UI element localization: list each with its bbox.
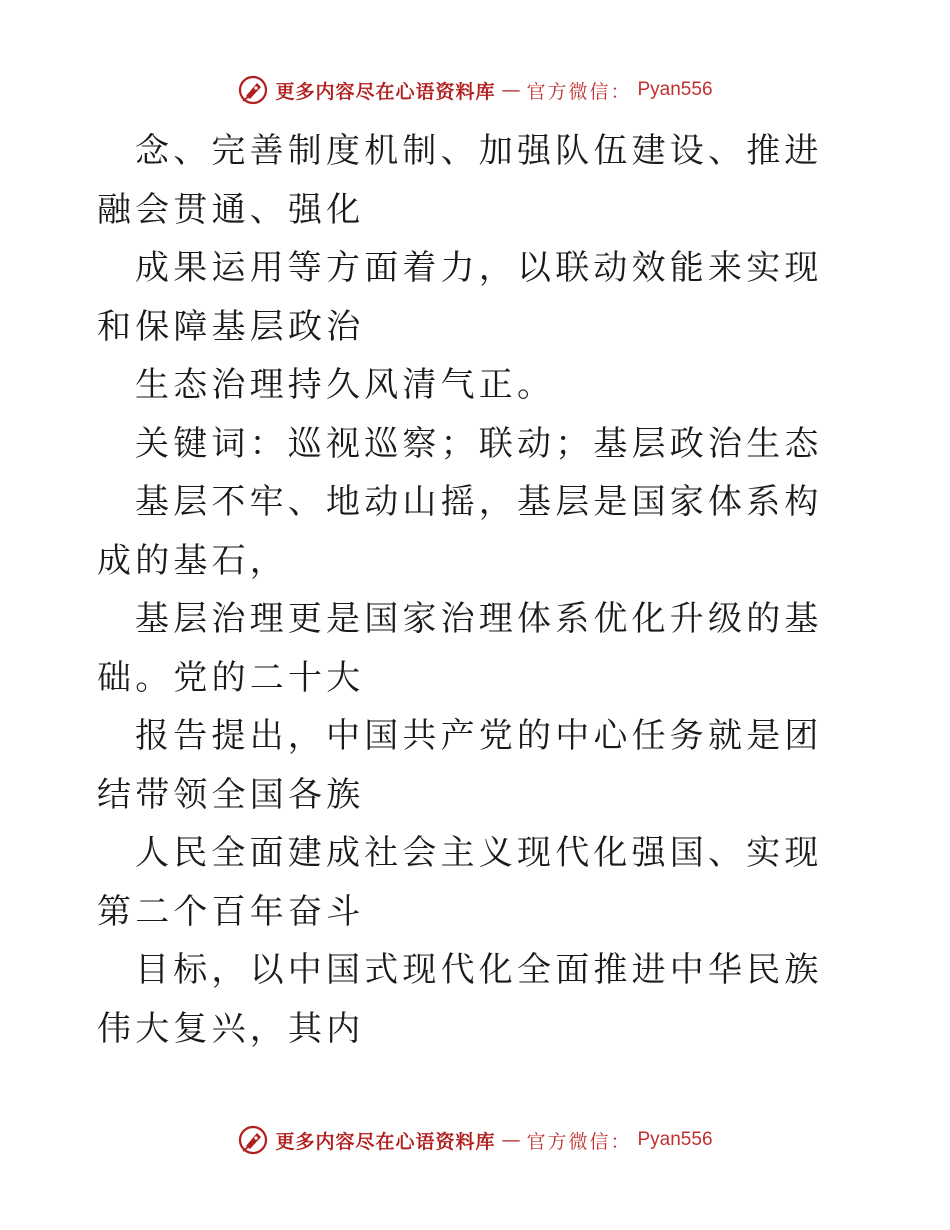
document-body [97,122,857,1058]
paragraph: 念、完善制度机制、加强队伍建设、推进融会贯通、强化 [97,131,823,230]
paragraph: 基层治理更是国家治理体系优化升级的基础。党的二十大 [97,599,823,698]
paragraph: 基层不牢、地动山摇，基层是国家体系构成的基石， [97,482,823,581]
paragraph: 生态治理持久风清气正。 [135,365,556,405]
paragraph: 目标，以中国式现代化全面推进中华民族伟大复兴，其内 [97,950,823,1049]
watermark-text: 更多内容尽在心语资料库 [275,80,496,103]
keywords-line: 关键词：巡视巡察；联动；基层政治生态 [135,423,823,464]
watermark-wechat-label: 官方微信： [526,80,632,103]
pen-nib-logo-icon [237,74,269,106]
watermark-separator: — [501,79,521,101]
watermark-header [0,70,950,110]
pen-nib-logo-icon [237,1124,269,1156]
watermark-separator: — [501,1129,521,1151]
watermark-wechat-id: Pyan556 [637,79,713,100]
paragraph: 报告提出，中国共产党的中心任务就是团结带领全国各族 [97,716,823,815]
paragraph: 成果运用等方面着力，以联动效能来实现和保障基层政治 [97,248,823,347]
watermark-wechat-id: Pyan556 [637,1129,713,1150]
watermark-text: 更多内容尽在心语资料库 [275,1130,496,1153]
paragraph: 人民全面建成社会主义现代化强国、实现第二个百年奋斗 [97,833,823,932]
watermark-footer [0,1120,950,1160]
watermark-wechat-label: 官方微信： [526,1130,632,1153]
